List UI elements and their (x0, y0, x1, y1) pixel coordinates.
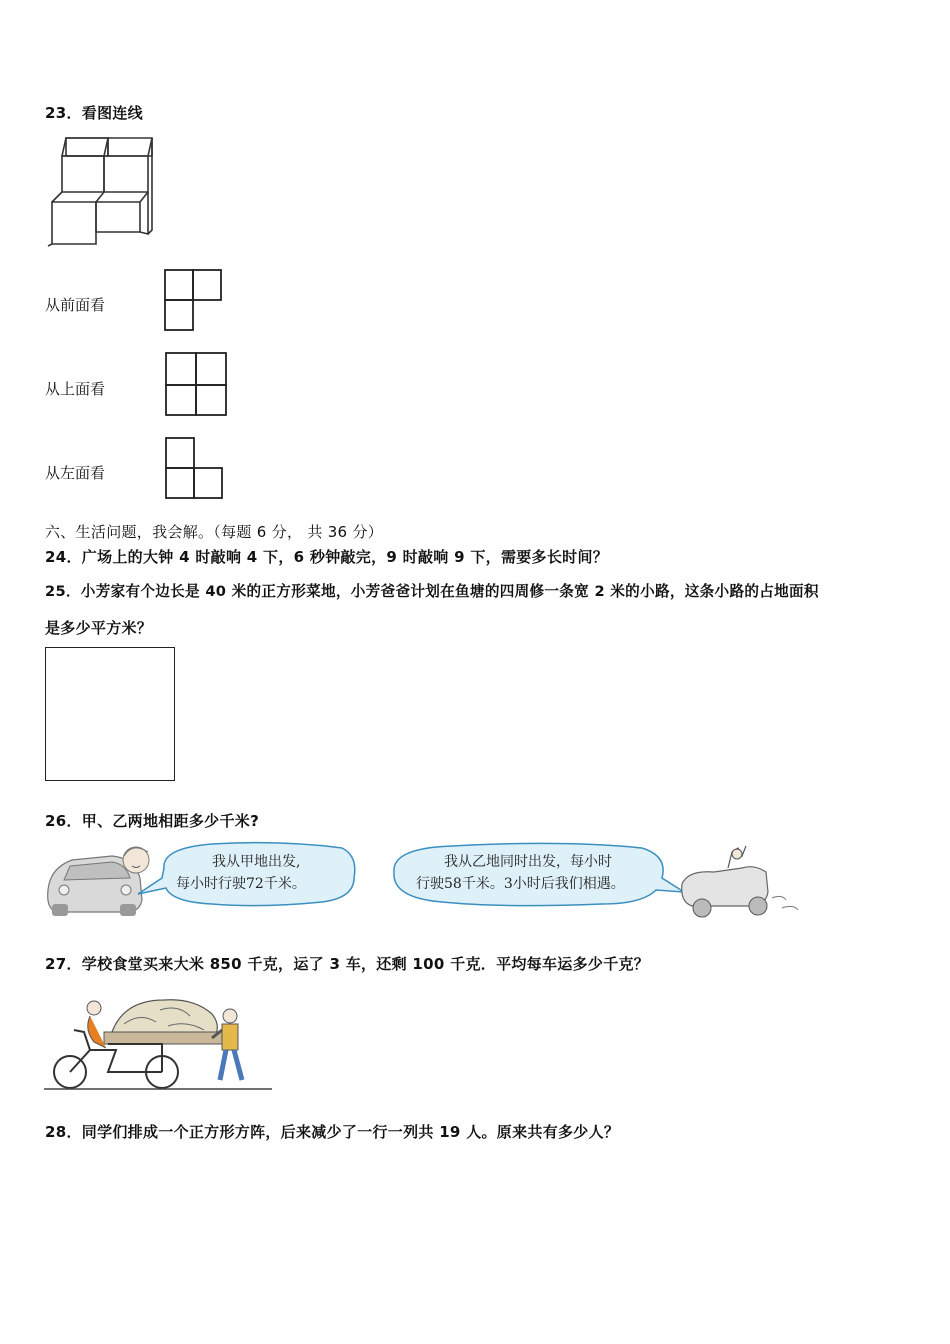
rider-icon (87, 1001, 106, 1048)
q28-text: 28．同学们排成一个正方形方阵，后来减少了一行一列共 19 人。原来共有多少人？ (45, 1123, 620, 1141)
speech-bubble-1 (138, 843, 355, 906)
q27-text: 27．学校食堂买来大米 850 千克，运了 3 车，还剩 100 千克．平均每车运多少千克？ (45, 955, 650, 973)
bubble1-line2: 每小时行驶72千米。 (176, 876, 306, 892)
car-right-icon (682, 846, 798, 917)
left-view-shape (163, 435, 227, 503)
cube-stack-figure (44, 134, 162, 252)
view-front-label: 从前面看 (45, 296, 106, 314)
bubble2-line1: 我从乙地同时出发，每小时 (444, 854, 612, 870)
rice-sacks-icon (104, 1000, 222, 1044)
q24-text: 24．广场上的大钟 4 时敲响 4 下，6 秒钟敲完，9 时敲响 9 下，需要多长时间？ (45, 548, 609, 566)
travel-illustration (42, 838, 804, 924)
square-field-figure (45, 647, 175, 781)
q26-text: 26．甲、乙两地相距多少千米? (45, 812, 260, 830)
tricycle-rice-illustration (44, 994, 272, 1092)
top-view-shape (163, 350, 229, 420)
q23-title: 23．看图连线 (45, 104, 143, 122)
bubble1-line1: 我从甲地出发, (212, 854, 301, 870)
front-view-shape (162, 267, 226, 335)
q25-line2: 是多少平方米？ (45, 619, 153, 637)
driver-left-icon (123, 847, 149, 873)
q25-line1: 25．小芳家有个边长是 40 米的正方形菜地，小芳爸爸计划在鱼塘的四周修一条宽 2 米的小路，这条小路的占地面积 (45, 583, 819, 600)
bubble2-line2: 行驶58千米。3小时后我们相遇。 (416, 876, 625, 892)
view-top-label: 从上面看 (45, 380, 106, 398)
speech-bubble-2 (394, 843, 684, 905)
section6-heading: 六、生活问题，我会解。（每题 6 分， 共 36 分） (45, 523, 384, 541)
view-left-label: 从左面看 (45, 464, 106, 482)
